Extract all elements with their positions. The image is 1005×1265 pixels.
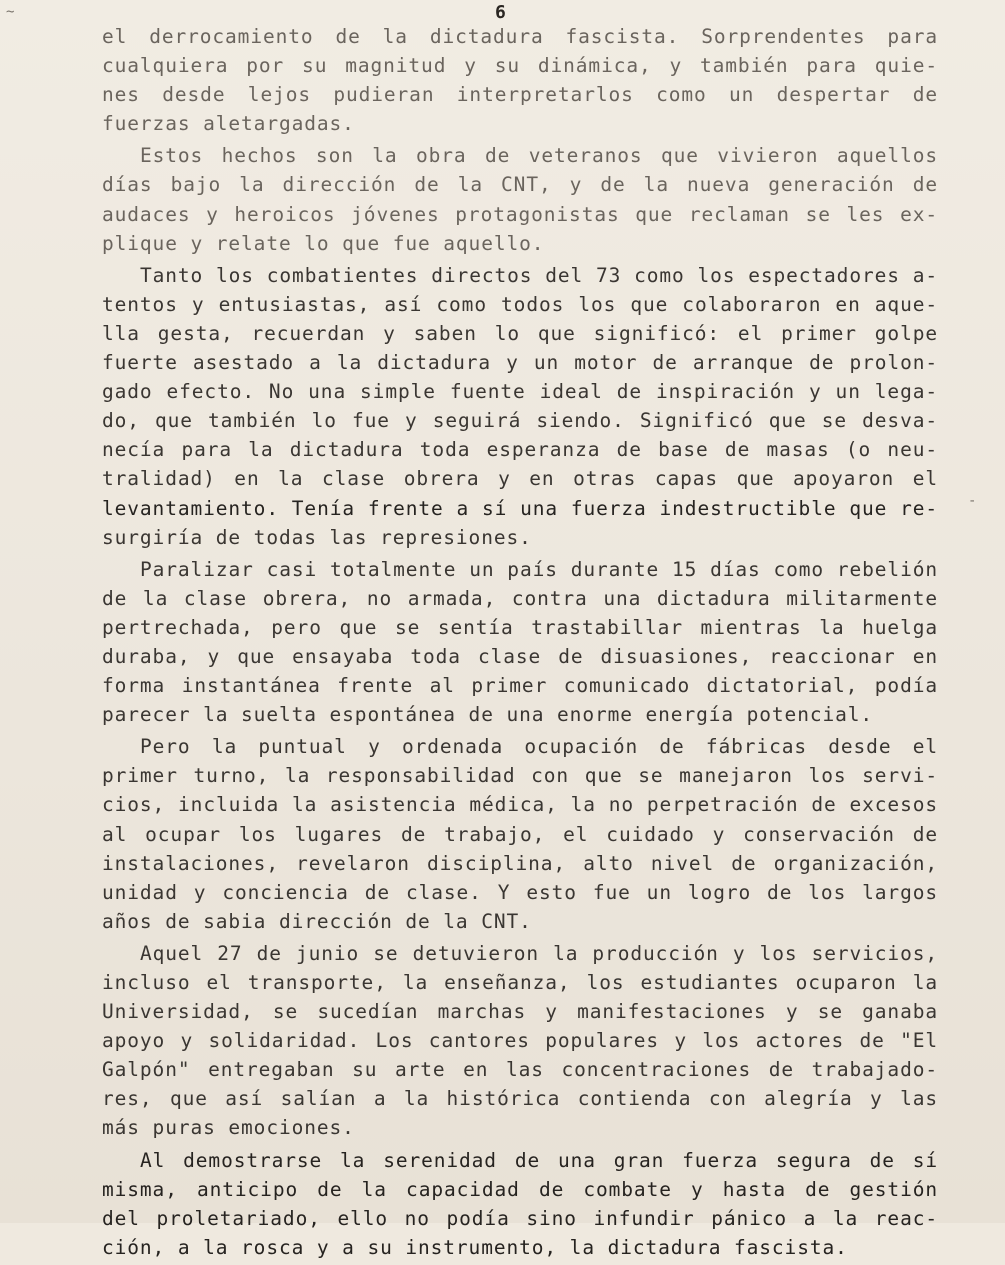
paragraph-7: [102, 1146, 938, 1262]
page-number: 6: [495, 2, 506, 23]
text-line: misma, anticipo de la capacidad de combate y hasta de gestión: [102, 1177, 938, 1201]
text-line: ción, a la rosca y a su instrumento, la dictadura fascista.: [102, 1235, 848, 1259]
text-line: del proletariado, ello no podía sino infundir pánico a la reac-: [102, 1206, 938, 1230]
text-line: Estos hechos son la obra de veteranos que vivieron aquellos: [140, 144, 938, 168]
text-line: el derrocamiento de la dictadura fascista. Sorprendentes para: [102, 25, 938, 48]
text-line: surgiría de todas las represiones.: [102, 525, 532, 549]
text-line: Paralizar casi totalmente un país durante 15 días como rebelión: [140, 557, 938, 581]
text-line: res, que así salían a la histórica contienda con alegría y las: [102, 1087, 938, 1111]
text-line: Pero la puntual y ordenada ocupación de fábricas desde el: [140, 735, 938, 759]
text-line: do, que también lo fue y seguirá siendo. Significó que se desva-: [102, 409, 938, 433]
paragraph-5: [102, 732, 938, 936]
margin-mark: -: [968, 493, 977, 509]
paragraph-6: [102, 939, 938, 1143]
text-line: de la clase obrera, no armada, contra una dictadura militarmente: [102, 586, 938, 610]
text-line: forma instantánea frente al primer comunicado dictatorial, podía: [102, 674, 938, 698]
text-line: cualquiera por su magnitud y su dinámica, y también para quie-: [102, 54, 938, 78]
paragraph-4: [102, 555, 938, 730]
text-line: parecer la suelta espontánea de una enorme energía potencial.: [102, 703, 874, 727]
text-line: tentos y entusiastas, así como todos los que colaboraron en aque-: [102, 292, 938, 316]
text-line: fuerzas aletargadas.: [102, 112, 355, 136]
paragraph-2: [102, 141, 938, 257]
text-line: cios, incluida la asistencia médica, la no perpetración de excesos: [102, 793, 938, 817]
text-line: Al demostrarse la serenidad de una gran fuerza segura de sí: [140, 1148, 938, 1172]
paragraph-1: [102, 22, 938, 138]
text-line: Tanto los combatientes directos del 73 como los espectadores a-: [140, 263, 938, 287]
text-line: necía para la dictadura toda esperanza de base de masas (o neu-: [102, 438, 938, 462]
text-line: levantamiento. Tenía frente a sí una fuerza indestructible que re-: [102, 496, 938, 520]
text-line: gado efecto. No una simple fuente ideal de inspiración y un lega-: [102, 380, 938, 404]
text-line: plique y relate lo que fue aquello.: [102, 231, 545, 255]
text-line: Aquel 27 de junio se detuvieron la producción y los servicios,: [140, 941, 938, 965]
text-line: apoyo y solidaridad. Los cantores populares y los actores de "El: [102, 1029, 938, 1053]
text-line: lla gesta, recuerdan y saben lo que significó: el primer golpe: [102, 321, 938, 345]
text-line: años de sabia dirección de la CNT.: [102, 909, 532, 933]
text-line: audaces y heroicos jóvenes protagonistas que reclaman se les ex-: [102, 202, 938, 226]
text-line: fuerte asestado a la dictadura y un motor de arranque de prolon-: [102, 351, 938, 375]
text-line: unidad y conciencia de clase. Y esto fue un logro de los largos: [102, 880, 938, 904]
text-line: al ocupar los lugares de trabajo, el cuidado y conservación de: [102, 822, 938, 846]
text-line: Universidad, se sucedían marchas y manifestaciones y se ganaba: [102, 1000, 938, 1024]
text-line: nes desde lejos pudieran interpretarlos como un despertar de: [102, 83, 938, 107]
text-line: primer turno, la responsabilidad con que se manejaron los servi-: [102, 764, 938, 788]
text-line: días bajo la dirección de la CNT, y de la nueva generación de: [102, 173, 938, 197]
paragraph-3: [102, 261, 938, 552]
text-line: pertrechada, pero que se sentía trastabillar mientras la huelga: [102, 615, 938, 639]
body-text: [102, 22, 938, 1265]
text-line: incluso el transporte, la enseñanza, los estudiantes ocuparon la: [102, 971, 938, 994]
text-line: más puras emociones.: [102, 1116, 355, 1140]
text-line: instalaciones, revelaron disciplina, alto nivel de organización,: [102, 851, 938, 875]
corner-mark: ~: [6, 4, 15, 20]
text-line: duraba, y que ensayaba toda clase de disuasiones, reaccionar en: [102, 644, 938, 668]
text-line: tralidad) en la clase obrera y en otras capas que apoyaron el: [102, 467, 938, 491]
text-line: Galpón" entregaban su arte en las concentraciones de trabajado-: [102, 1058, 938, 1082]
